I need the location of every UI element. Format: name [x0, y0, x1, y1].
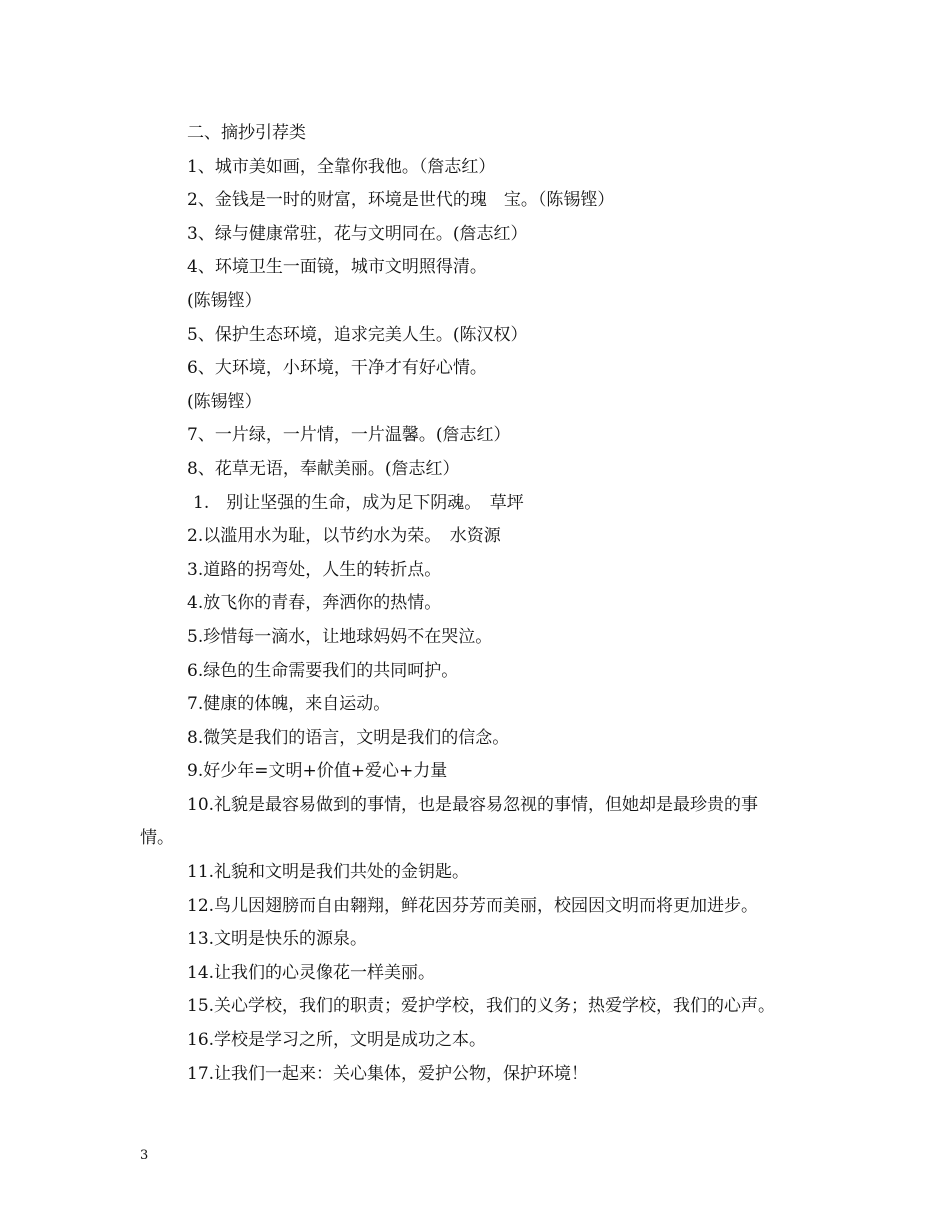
slogan-line: 6、大环境，小环境，干净才有好心情。: [187, 358, 487, 379]
slogan-line: 2、金钱是一时的财富，环境是世代的瑰 宝。（陈锡铿）: [187, 190, 615, 211]
numbered-slogan: 10.礼貌是最容易做到的事情，也是最容易忽视的事情，但她却是最珍贵的事: [187, 794, 759, 815]
slogan-author: (陈锡铿）: [187, 391, 262, 412]
numbered-slogan-continuation: 情。: [140, 828, 174, 849]
slogan-line: 8、花草无语，奉献美丽。(詹志红）: [187, 458, 460, 479]
document-body: [140, 117, 830, 1091]
slogan-author: (陈锡铿）: [187, 290, 262, 311]
numbered-slogan: 2.以滥用水为耻，以节约水为荣。 水资源: [187, 526, 501, 547]
slogan-line: 7、一片绿，一片情，一片温馨。(詹志红）: [187, 425, 511, 446]
slogan-line: 1、城市美如画，全靠你我他。（詹志红）: [187, 156, 496, 177]
slogan-line: 5、保护生态环境，追求完美人生。(陈汉权）: [187, 324, 528, 345]
numbered-slogan: 7.健康的体魄，来自运动。: [187, 694, 391, 715]
numbered-slogan: 12.鸟儿因翅膀而自由翱翔，鲜花因芬芳而美丽，校园因文明而将更加进步。: [187, 895, 759, 916]
numbered-slogan: 1. 别让坚强的生命，成为足下阴魂。 草坪: [193, 492, 524, 513]
section-heading: 二、摘抄引荐类: [187, 123, 306, 143]
numbered-slogan: 9.好少年=文明+价值+爱心+力量: [187, 761, 448, 782]
numbered-slogan: 14.让我们的心灵像花一样美丽。: [187, 962, 436, 983]
numbered-slogan: 15.关心学校，我们的职责；爱护学校，我们的义务；热爱学校，我们的心声。: [187, 996, 776, 1017]
numbered-slogan: 8.微笑是我们的语言，文明是我们的信念。: [187, 727, 510, 748]
numbered-slogan: 5.珍惜每一滴水，让地球妈妈不在哭泣。: [187, 626, 493, 647]
numbered-slogan: 4.放飞你的青春，奔洒你的热情。: [187, 593, 442, 614]
slogan-line: 3、绿与健康常驻，花与文明同在。(詹志红）: [187, 223, 528, 244]
page-number: 3: [140, 1148, 149, 1163]
numbered-slogan: 11.礼貌和文明是我们共处的金钥匙。: [187, 862, 470, 883]
numbered-slogan: 3.道路的拐弯处，人生的转折点。: [187, 559, 442, 580]
numbered-slogan: 13.文明是快乐的源泉。: [187, 929, 368, 950]
numbered-slogan: 17.让我们一起来：关心集体，爱护公物，保护环境！: [187, 1063, 589, 1084]
slogan-line: 4、环境卫生一面镜，城市文明照得清。: [187, 257, 487, 278]
numbered-slogan: 6.绿色的生命需要我们的共同呵护。: [187, 660, 459, 681]
numbered-slogan: 16.学校是学习之所，文明是成功之本。: [187, 1030, 487, 1051]
